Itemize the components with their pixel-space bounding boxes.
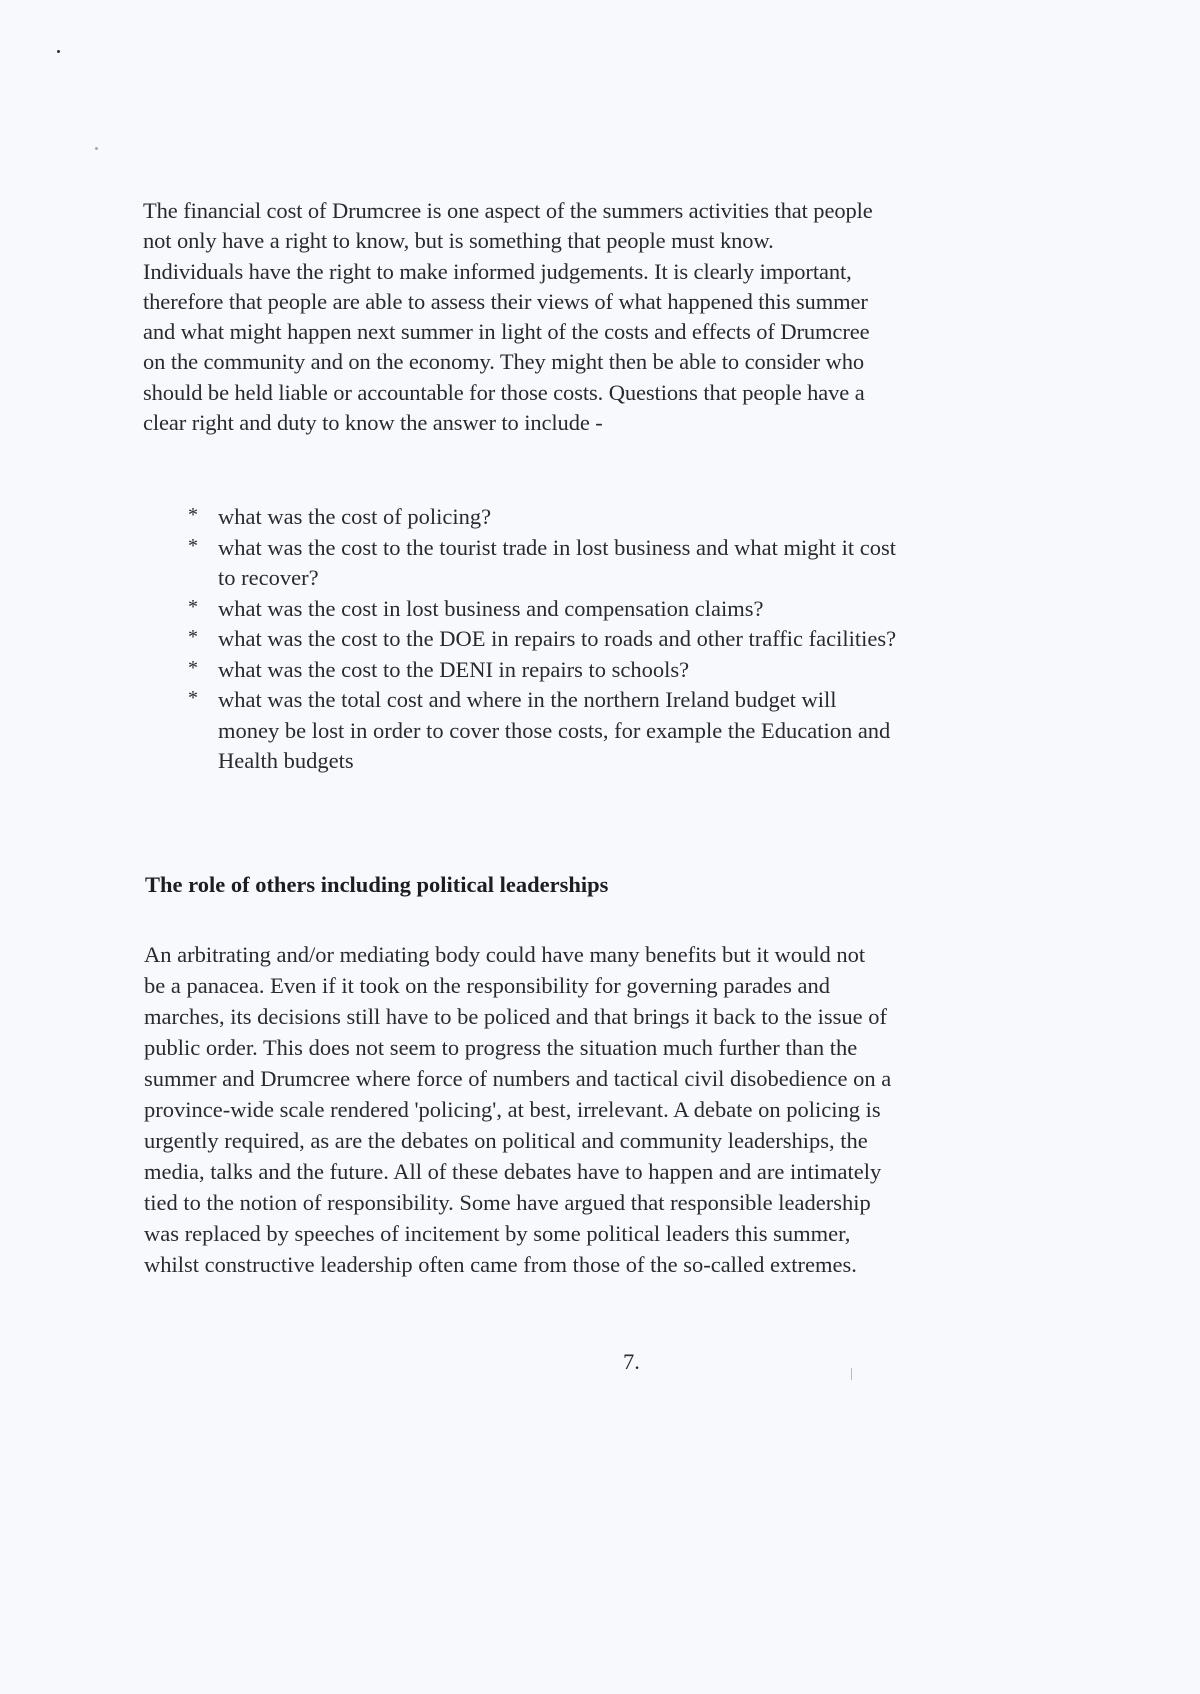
text-line: be a panacea. Even if it took on the responsibility for governing parades and xyxy=(144,973,831,998)
document-page xyxy=(143,196,1103,438)
scan-speck xyxy=(95,147,98,150)
page-number: 7. xyxy=(623,1349,640,1374)
list-item xyxy=(188,533,1088,594)
text-line: to recover? xyxy=(218,565,319,590)
list-item xyxy=(188,624,1088,655)
text-line: media, talks and the future. All of these debates have to happen and are intimately xyxy=(144,1159,882,1184)
asterisk-bullet-icon: * xyxy=(188,656,198,679)
text-line: what was the cost to the DENI in repairs to schools? xyxy=(218,656,690,682)
text-line: tied to the notion of responsibility. Some have argued that responsible leadership xyxy=(144,1190,871,1215)
text-line: what was the total cost and where in the northern Ireland budget will xyxy=(218,687,837,712)
text-line: what was the cost to the DOE in repairs to roads and other traffic facilities? xyxy=(218,626,897,651)
questions-list xyxy=(188,502,1088,777)
list-item xyxy=(188,685,1088,777)
text-line: Individuals have the right to make informed judgements. It is clearly important, xyxy=(143,258,852,284)
text-line: what was the cost in lost business and compensation claims? xyxy=(218,595,764,621)
text-line: clear right and duty to know the answer to include - xyxy=(143,410,603,436)
text-line: and what might happen next summer in light of the costs and effects of Drumcree xyxy=(143,319,870,345)
text-line: An arbitrating and/or mediating body could have many benefits but it would not xyxy=(144,942,866,967)
body-paragraph xyxy=(144,939,1104,1280)
text-line: on the community and on the economy. They might then be able to consider who xyxy=(143,349,864,375)
asterisk-bullet-icon: * xyxy=(188,626,198,648)
asterisk-bullet-icon: * xyxy=(188,687,198,709)
asterisk-bullet-icon: * xyxy=(188,534,198,557)
scan-speck xyxy=(57,50,60,53)
text-line: The financial cost of Drumcree is one aspect of the summers activities that people xyxy=(143,198,873,223)
text-line: public order. This does not seem to progress the situation much further than the xyxy=(144,1035,858,1060)
text-line: should be held liable or accountable for those costs. Questions that people have a xyxy=(143,379,865,405)
text-line: Health budgets xyxy=(218,748,354,773)
text-line: money be lost in order to cover those costs, for example the Education and xyxy=(218,717,891,743)
asterisk-bullet-icon: * xyxy=(188,504,198,526)
text-line: what was the cost to the tourist trade in lost business and what might it cost xyxy=(218,534,897,560)
list-item xyxy=(188,594,1088,625)
text-line: marches, its decisions still have to be policed and that brings it back to the issue of xyxy=(144,1004,887,1029)
text-line: was replaced by speeches of incitement by some political leaders this summer, xyxy=(144,1221,851,1246)
scan-mark xyxy=(851,1368,852,1380)
text-line: therefore that people are able to assess their views of what happened this summer xyxy=(143,288,868,314)
list-item xyxy=(188,502,1088,533)
asterisk-bullet-icon: * xyxy=(188,595,198,618)
text-line: not only have a right to know, but is something that people must know. xyxy=(143,228,774,254)
text-line: what was the cost of policing? xyxy=(218,504,492,529)
text-line: summer and Drumcree where force of numbers and tactical civil disobedience on a xyxy=(144,1066,892,1091)
list-item xyxy=(188,655,1088,686)
text-line: urgently required, as are the debates on political and community leaderships, the xyxy=(144,1128,868,1153)
text-line: whilst constructive leadership often came from those of the so-called extremes. xyxy=(144,1252,857,1277)
text-line: province-wide scale rendered 'policing', at best, irrelevant. A debate on policing is xyxy=(144,1097,881,1122)
intro-paragraph xyxy=(143,196,1103,438)
section-heading: The role of others including political leaderships xyxy=(145,872,609,897)
